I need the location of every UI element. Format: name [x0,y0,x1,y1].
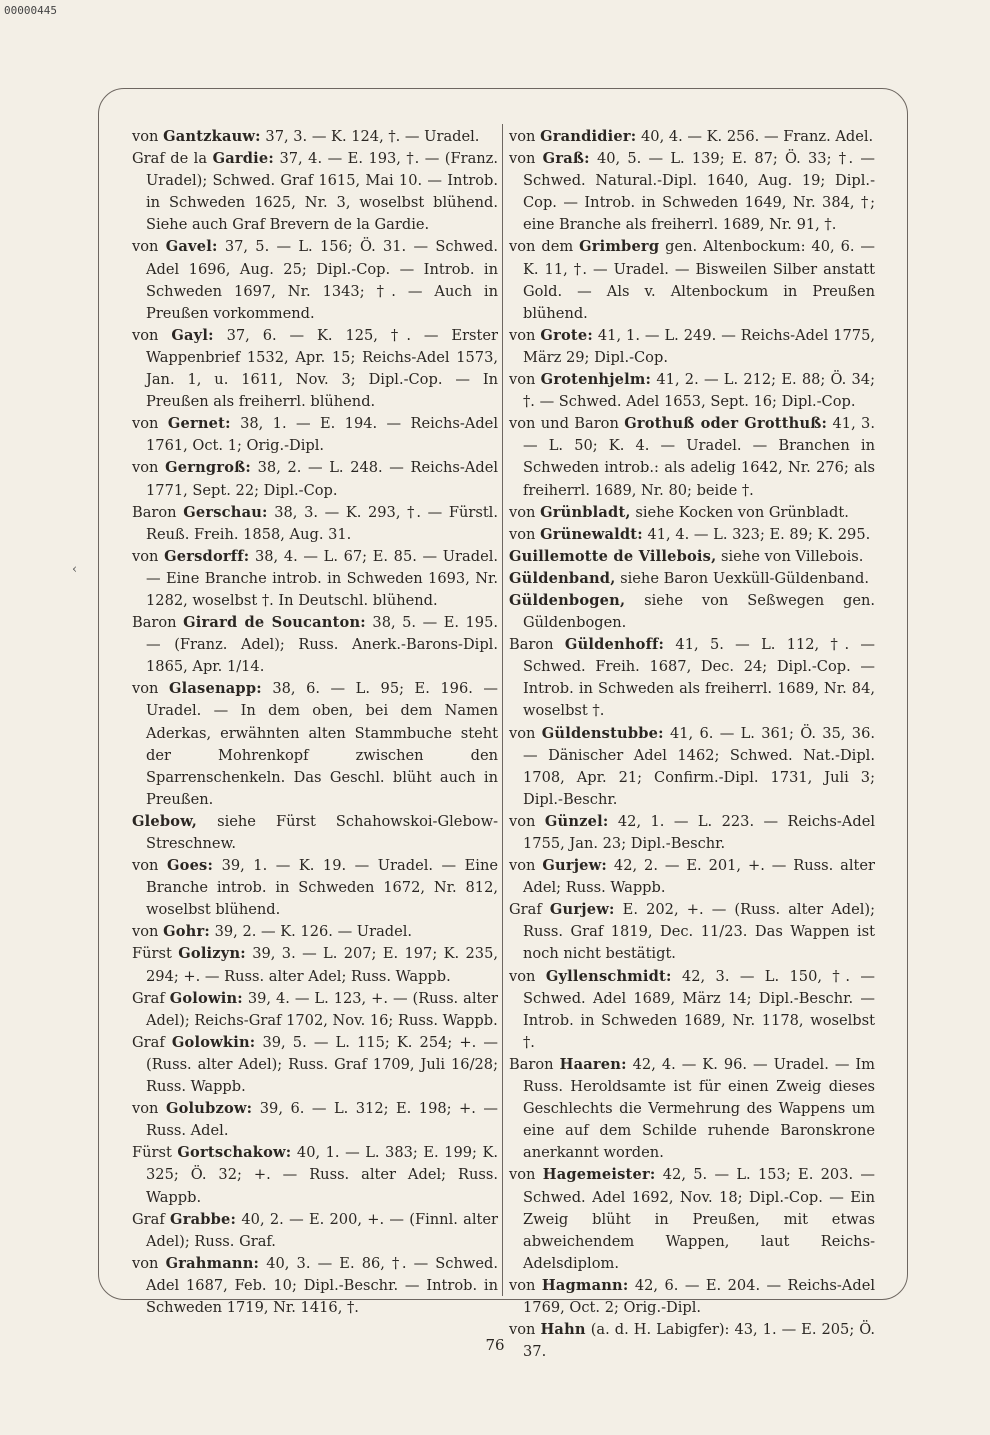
entry-name: Girard de Soucanton: [183,614,366,632]
entry [132,855,498,921]
entry-title: von [132,1254,159,1272]
entry [509,325,875,369]
entry-title: von [132,238,159,256]
entry-title: von [509,812,536,830]
entry [509,590,875,634]
right-column [509,126,875,1363]
entry-title: Baron [509,636,554,654]
entry [132,943,498,987]
entry-name: Gohr: [163,923,210,941]
entry-text: 37, 5. — L. 156; Ö. 31. — Schwed. Adel 1696, Aug. 25; Dipl.-Cop. — Introb. in Schweden 1697, Nr. 1343; †. — Auch in Preußen vorkommend. [146,238,499,322]
entry [509,126,875,148]
entry-title: von [132,1100,159,1118]
entry-name: Golubzow: [165,1100,253,1118]
entry [132,1253,498,1319]
entry-title: Fürst [132,1144,172,1162]
entry-name: Golowkin: [171,1033,256,1051]
entry [509,568,875,590]
entry-text: 38, 3. — K. 293, †. — Fürstl. Reuß. Freih. 1858, Aug. 31. [146,503,498,543]
entry-title: von [509,525,536,543]
entry-text: 42, 5. — L. 153; E. 203. — Schwed. Adel 1692, Nov. 18; Dipl.-Cop. — Ein Zweig blüht in Preußen, mit etwas abweichendem Wappen, laut Reichs-Adelsdiplom. [523,1166,875,1272]
entry-name: Güldenbogen, [509,591,626,609]
entry-text: 38, 1. — E. 194. — Reichs-Adel 1761, Oct. 1; Orig.-Dipl. [146,415,498,455]
entry-title: von [509,128,536,145]
entry-title: von [132,547,159,565]
entry-text: 37, 3. — K. 124, †. — Uradel. [260,128,480,145]
entry-text: gen. Altenbockum: 40, 6. — K. 11, †. — Uradel. — Bisweilen Silber anstatt Gold. — Als v. Altenbockum in Preußen blühend. [523,238,876,322]
entry-text: siehe Fürst Schahowskoi-Glebow-Streschnew. [146,812,498,852]
entry [509,855,875,899]
entry-name: Gersdorff: [164,547,250,565]
entry [509,723,875,811]
entry-text: 39, 5. — L. 115; K. 254; +. — (Russ. alter Adel); Russ. Graf 1709, Juli 16/28; Russ. Wappb. [146,1033,499,1096]
entry-title: von [509,1321,536,1339]
entry-text: 40, 4. — K. 256. — Franz. Adel. [636,128,874,145]
entry-name: Gurjew: [542,857,608,875]
entry-name: Gernet: [167,415,231,433]
entry-title: Graf [132,1033,165,1051]
entry-title: Graf de la [132,150,208,168]
entry-name: Gortschakow: [177,1144,292,1162]
entry-text: 40, 5. — L. 139; E. 87; Ö. 33; †. — Schwed. Natural.-Dipl. 1640, Aug. 19; Dipl.-Cop. — Introb. in Schweden 1649, Nr. 384, †; eine Branche als freiherrl. 1689, Nr. 91, †. [523,150,876,234]
entry-text: 42, 2. — E. 201, +. — Russ. alter Adel; Russ. Wappb. [523,857,875,897]
entry-title: Fürst [132,945,172,963]
entry-name: Güldenband, [509,569,616,587]
entry [132,921,498,943]
entry-text: siehe von Seßwegen gen. Güldenbogen. [523,591,875,632]
entry-text: E. 202, +. — (Russ. alter Adel); Russ. Graf 1819, Dec. 11/23. Das Wappen ist noch nicht bestätigt. [523,901,875,963]
entry [132,1032,498,1098]
entry-name: Gerngroß: [165,459,252,477]
entry-title: Graf [509,901,542,919]
entry [509,811,875,855]
entry-text: 41, 3. — L. 50; K. 4. — Uradel. — Branchen in Schweden introb.: als adelig 1642, Nr. 276; als freiherrl. 1689, Nr. 80; beide †. [523,415,875,499]
entry-name: Gayl: [171,326,214,344]
entry-title: von [509,967,536,985]
entry [509,1164,875,1274]
entry-name: Glasenapp: [168,680,262,698]
entry [132,811,498,855]
entry-name: Grünbladt, [540,503,631,521]
entry-name: Gardie: [212,150,274,168]
entry [132,325,498,413]
entry-text: 42, 6. — E. 204. — Reichs-Adel 1769, Oct. 2; Orig.-Dipl. [523,1276,875,1316]
entry-text: 37, 4. — E. 193, †. — (Franz. Uradel); Schwed. Graf 1615, Mai 10. — Introb. in Schweden 1625, Nr. 3, woselbst blühend. Siehe auch Graf Brevern de la Gardie. [146,150,498,234]
entry-title: Baron [132,503,177,521]
entry-name: Grahmann: [165,1254,260,1272]
entry-name: Graß: [542,150,590,168]
entry [509,966,875,1054]
entry-title: von [509,150,536,168]
entry-title: Baron [132,614,177,632]
page-number: 76 [485,1336,505,1354]
entry-name: Glebow, [132,812,198,830]
entry-text: 39, 6. — L. 312; E. 198; +. — Russ. Adel. [146,1100,499,1140]
entry-text: 39, 4. — L. 123, +. — (Russ. alter Adel); Reichs-Graf 1702, Nov. 16; Russ. Wappb. [146,989,498,1029]
entry [509,899,875,965]
entry-text: 41, 2. — L. 212; E. 88; Ö. 34; †. — Schwed. Adel 1653, Sept. 16; Dipl.-Cop. [523,371,876,411]
entry-name: Grabbe: [170,1210,237,1228]
entry-text: 40, 3. — E. 86, †. — Schwed. Adel 1687, Feb. 10; Dipl.-Beschr. — Introb. in Schweden 1719, Nr. 1416, †. [146,1254,498,1316]
scan-id: 00000445 [4,4,57,17]
entry-title: von [509,1276,536,1294]
entry-text: 38, 2. — L. 248. — Reichs-Adel 1771, Sept. 22; Dipl.-Cop. [146,459,498,499]
entry [132,457,498,501]
entry-title: von [132,326,159,344]
entry-text: 39, 1. — K. 19. — Uradel. — Eine Branche introb. in Schweden 1672, Nr. 812, woselbst blühend. [146,857,498,919]
entry-name: Gurjew: [549,901,615,919]
entry-text: 40, 1. — L. 383; E. 199; K. 325; Ö. 32; +. — Russ. alter Adel; Russ. Wappb. [146,1144,499,1206]
entry [509,1054,875,1164]
entry [509,148,875,236]
entry-name: Grünewaldt: [540,525,643,543]
entry-name: Hagemeister: [542,1166,656,1184]
entry-title: von [509,503,536,521]
entry-name: Grotenhjelm: [540,371,652,389]
entry-text: 38, 5. — E. 195. — (Franz. Adel); Russ. Anerk.-Barons-Dipl. 1865, Apr. 1/14. [146,614,498,676]
entry-title: von [132,923,159,941]
entry-text: siehe Kocken von Grünbladt. [630,503,849,521]
entry-text: 38, 4. — L. 67; E. 85. — Uradel. — Eine Branche introb. in Schweden 1693, Nr. 1282, woselbst †. In Deutschl. blühend. [146,547,499,609]
entry-title: von dem [509,238,574,256]
entry-name: Hahn [540,1321,586,1339]
entry-name: Goes: [166,857,214,875]
entry-text: 39, 3. — L. 207; E. 197; K. 235, 294; +. — Russ. alter Adel; Russ. Wappb. [146,945,498,985]
entry-title: von [132,128,159,145]
entry-name: Haaren: [559,1055,627,1073]
column-divider [502,124,503,1296]
entry-name: Güldenstubbe: [541,724,664,742]
entry-text: 38, 6. — L. 95; E. 196. — Uradel. — In dem oben, bei dem Namen Aderkas, erwähnten alten Stammbuche steht der Mohrenkopf zwischen den Sparrenschenkeln. Das Geschl. blüht auch in Preußen. [146,680,498,808]
entry [132,546,498,612]
entry-title: von [509,371,536,389]
entry-text: 40, 2. — E. 200, +. — (Finnl. alter Adel); Russ. Graf. [146,1210,498,1250]
entry [132,126,498,148]
entry-text: siehe Baron Uexküll-Güldenband. [615,569,870,587]
entry-title: von [132,857,159,875]
entry-name: Günzel: [544,812,609,830]
entry [132,1098,498,1142]
entry [509,413,875,501]
entry-title: Graf [132,1210,165,1228]
entry [509,369,875,413]
left-column [132,126,498,1319]
entry-text: 42, 3. — L. 150, †. — Schwed. Adel 1689, März 14; Dipl.-Beschr. — Introb. in Schweden 1689, Nr. 1178, woselbst †. [523,967,875,1051]
entry [509,1275,875,1319]
entry [132,413,498,457]
entry-text: siehe von Villebois. [716,547,864,565]
entry-text: 42, 1. — L. 223. — Reichs-Adel 1755, Jan. 23; Dipl.-Beschr. [523,812,875,852]
entry-text: 37, 6. — K. 125, †. — Erster Wappenbrief 1532, Apr. 15; Reichs-Adel 1573, Jan. 1, u. 1611, Nov. 3; Dipl.-Cop. — In Preußen als freiherrl. blühend. [146,326,499,411]
entry [509,236,875,324]
entry [132,678,498,811]
entry-title: von [132,415,159,433]
entry-name: Grothuß oder Grotthuß: [624,415,828,433]
entry [132,236,498,324]
entry-name: Hagmann: [541,1276,629,1294]
entry-text: 41, 1. — L. 249. — Reichs-Adel 1775, März 29; Dipl.-Cop. [523,326,875,366]
entry-text: 42, 4. — K. 96. — Uradel. — Im Russ. Heroldsamte ist für einen Zweig dieses Geschlechts die Vermehrung des Wappens um eine auf dem Schilde ruhende Baronskrone anerkannt worden. [523,1055,876,1162]
entry-title: von [509,326,536,344]
entry-name: Grandidier: [540,128,637,145]
entry [509,634,875,722]
entry-title: von [509,857,536,875]
entry-name: Gyllenschmidt: [545,967,672,985]
entry [132,148,498,236]
entry [132,612,498,678]
entry [132,1142,498,1208]
entry-title: von [132,459,159,477]
entry-name: Güldenhoff: [564,636,665,654]
entry-text: 41, 6. — L. 361; Ö. 35, 36. — Dänischer Adel 1462; Schwed. Nat.-Dipl. 1708, Apr. 21; Confirm.-Dipl. 1731, Juli 3; Dipl.-Beschr. [523,724,876,808]
entry-text: 39, 2. — K. 126. — Uradel. [209,923,413,941]
entry-title: Baron [509,1055,554,1073]
entry-name: Golizyn: [178,945,246,963]
entry-name: Gantzkauw: [163,128,261,145]
entry-name: Gavel: [165,238,218,256]
entry [509,546,875,568]
margin-mark: ‹ [72,562,78,577]
entry-text: 41, 4. — L. 323; E. 89; K. 295. [642,525,871,543]
entry [509,502,875,524]
entry [509,524,875,546]
entry [132,1209,498,1253]
entry-text: (a. d. H. Labigfer): 43, 1. — E. 205; Ö. 37. [523,1321,875,1361]
entry-name: Grimberg [579,238,660,256]
entry-name: Grote: [540,326,593,344]
entry-title: von [132,680,159,698]
entry-name: Gerschau: [183,503,268,521]
entry-text: 41, 5. — L. 112, †. — Schwed. Freih. 1687, Dec. 24; Dipl.-Cop. — Introb. in Schweden als freiherrl. 1689, Nr. 84, woselbst †. [523,636,875,720]
entry [132,502,498,546]
entry-name: Guillemotte de Villebois, [509,547,717,565]
entry-name: Golowin: [169,989,243,1007]
entry-title: von [509,724,536,742]
entry [132,988,498,1032]
entry-title: Graf [132,989,165,1007]
entry-title: von und Baron [509,415,619,433]
entry-title: von [509,1166,536,1184]
